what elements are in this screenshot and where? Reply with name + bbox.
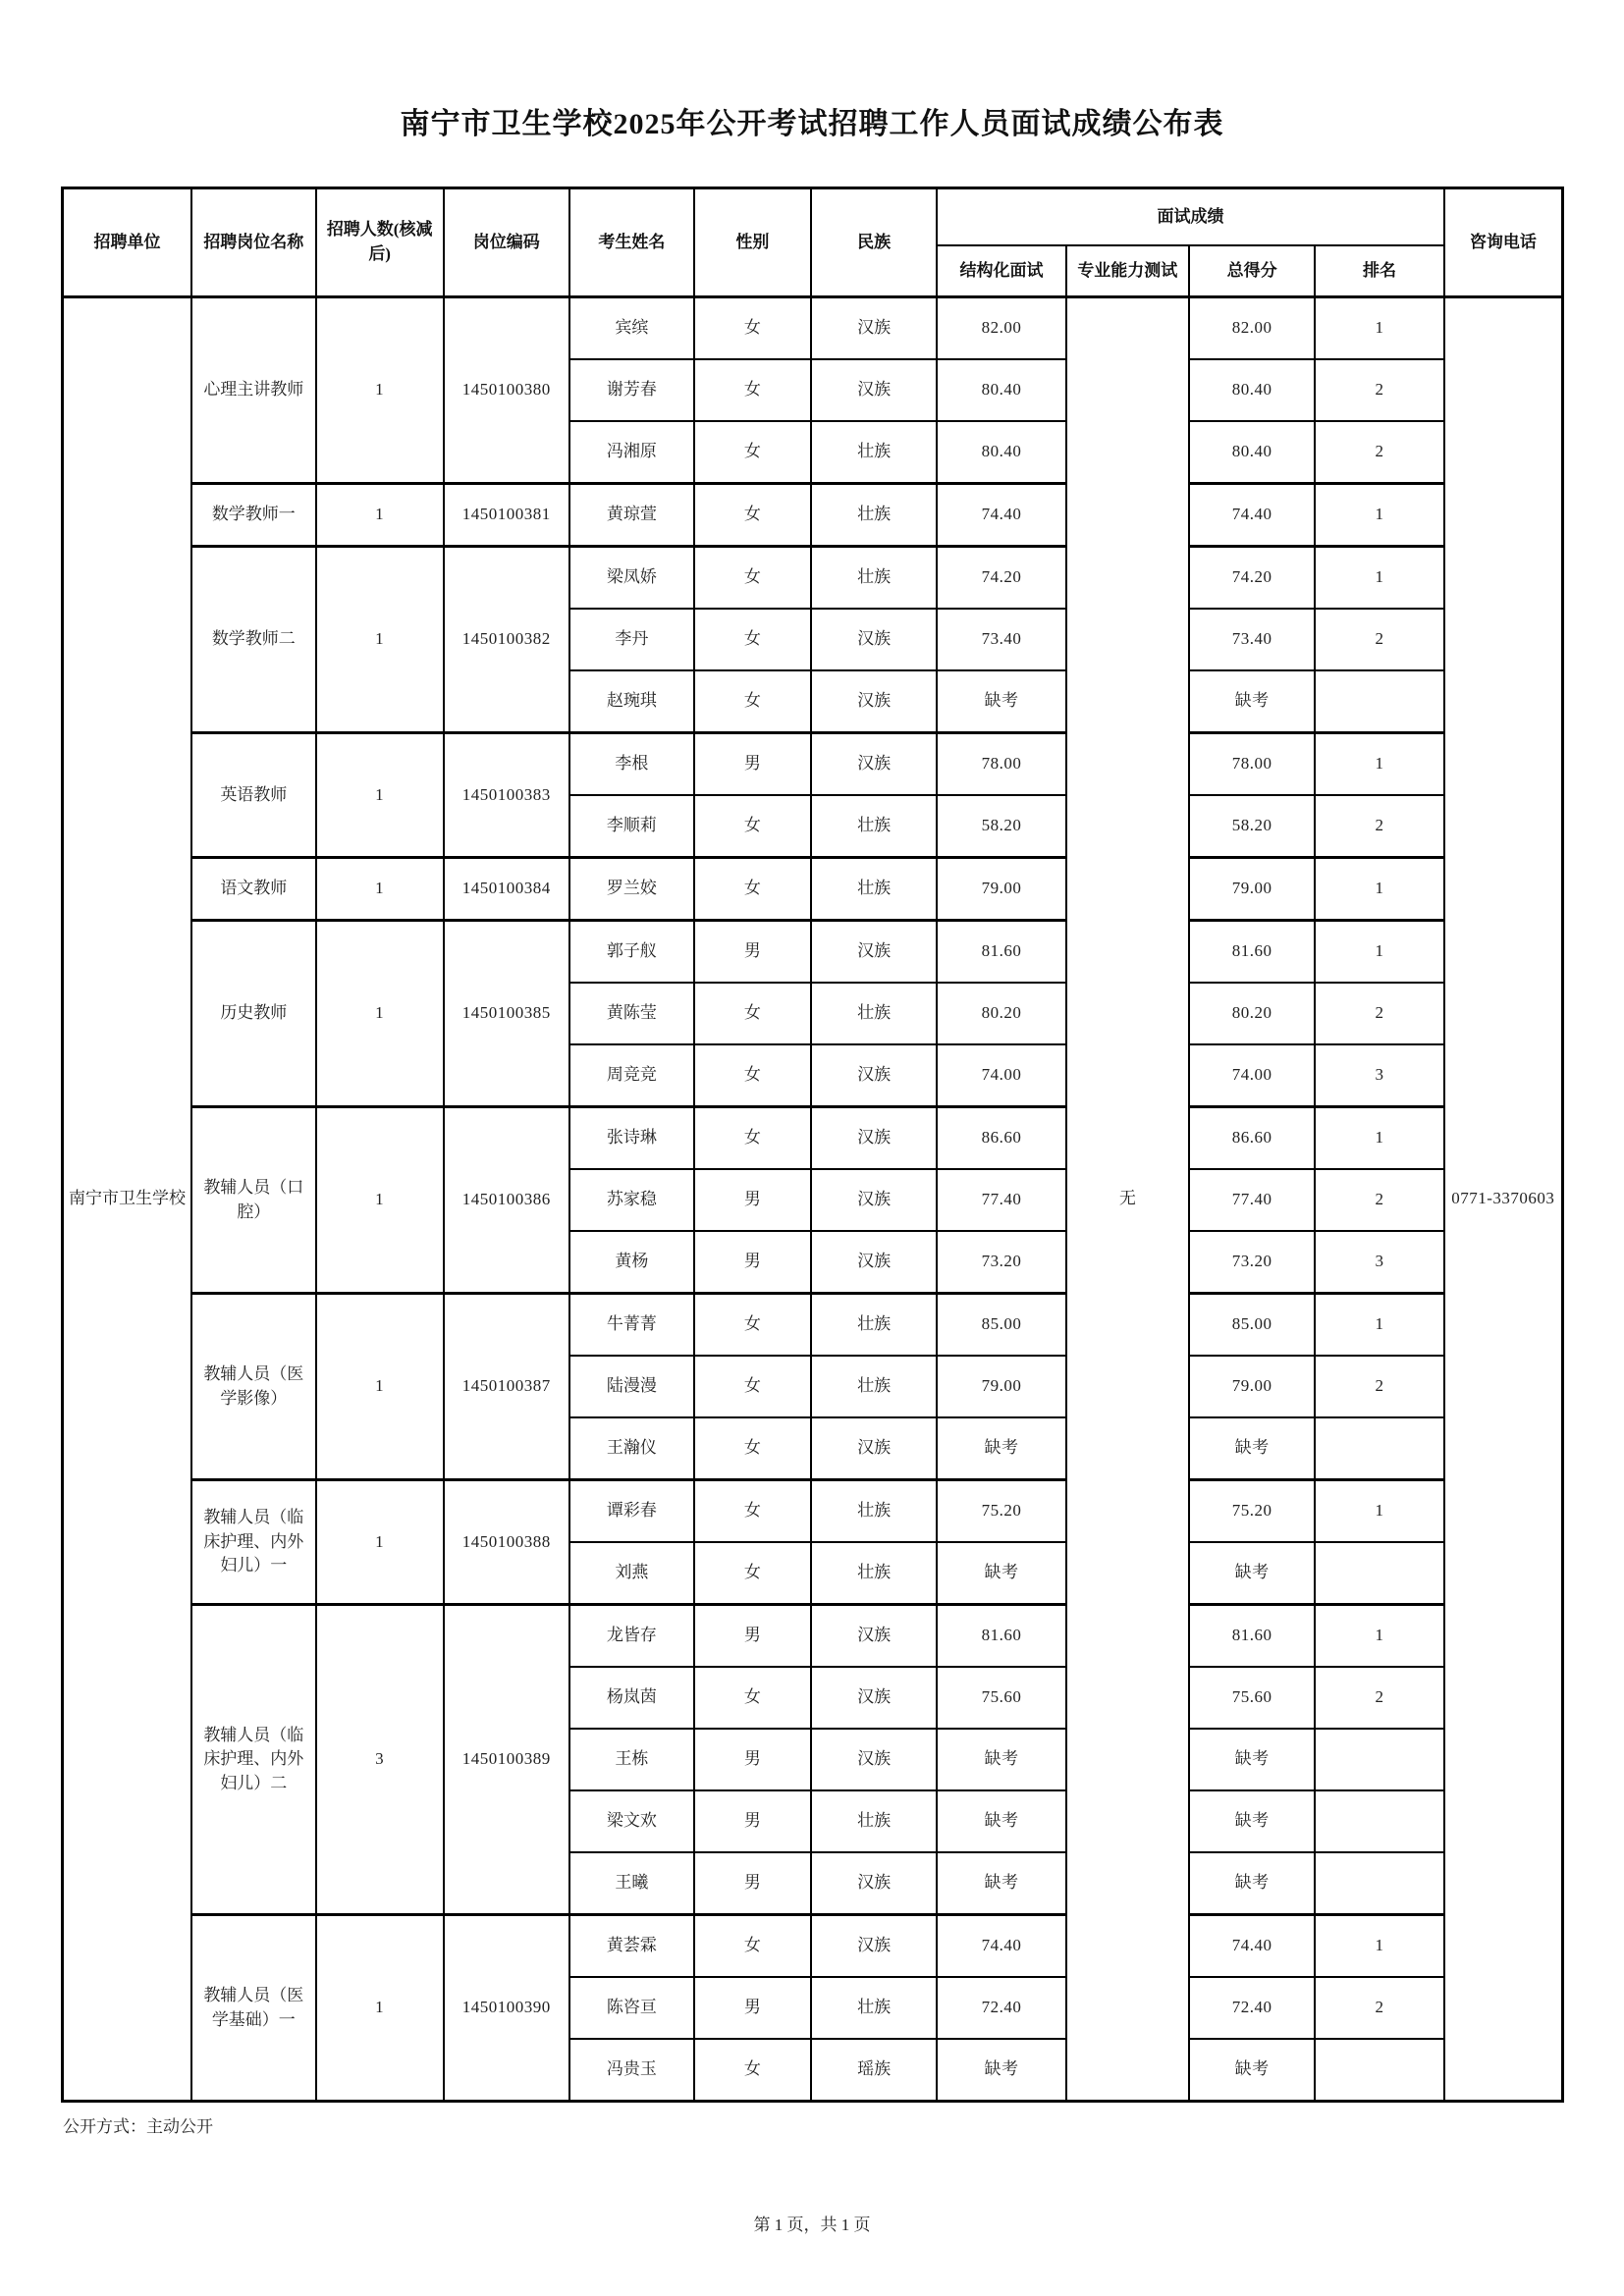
cell-position-code: 1450100383 — [444, 733, 569, 858]
cell-ethnicity: 汉族 — [811, 733, 937, 796]
cell-candidate-name: 冯湘原 — [569, 421, 694, 484]
cell-ethnicity: 汉族 — [811, 1169, 937, 1231]
cell-total-score: 缺考 — [1189, 670, 1315, 733]
cell-ethnicity: 壮族 — [811, 795, 937, 858]
cell-position-code: 1450100390 — [444, 1915, 569, 2102]
cell-total-score: 75.20 — [1189, 1480, 1315, 1543]
cell-gender: 女 — [694, 1044, 811, 1107]
cell-candidate-name: 黄杨 — [569, 1231, 694, 1294]
cell-total-score: 74.20 — [1189, 547, 1315, 610]
cell-rank: 2 — [1315, 795, 1443, 858]
cell-headcount: 1 — [316, 1915, 444, 2102]
header-ethnicity: 民族 — [811, 188, 937, 297]
cell-gender: 男 — [694, 921, 811, 984]
cell-position-name: 教辅人员（医学影像） — [191, 1294, 316, 1480]
cell-structured-score: 81.60 — [937, 921, 1065, 984]
table-row — [63, 1605, 1563, 1668]
cell-gender: 女 — [694, 1417, 811, 1480]
cell-position-name: 教辅人员（口腔） — [191, 1107, 316, 1294]
cell-candidate-name: 牛菁菁 — [569, 1294, 694, 1357]
cell-gender: 女 — [694, 359, 811, 421]
table-row — [63, 297, 1563, 360]
cell-position-name: 历史教师 — [191, 921, 316, 1107]
cell-ethnicity: 汉族 — [811, 670, 937, 733]
cell-candidate-name: 李根 — [569, 733, 694, 796]
cell-position-name: 心理主讲教师 — [191, 297, 316, 484]
cell-headcount: 1 — [316, 484, 444, 547]
cell-structured-score: 80.20 — [937, 983, 1065, 1044]
cell-structured-score: 80.40 — [937, 359, 1065, 421]
cell-headcount: 1 — [316, 1294, 444, 1480]
table-row — [63, 547, 1563, 610]
cell-ethnicity: 壮族 — [811, 1790, 937, 1852]
results-table-body — [63, 297, 1563, 2102]
cell-structured-score: 78.00 — [937, 733, 1065, 796]
cell-structured-score: 73.20 — [937, 1231, 1065, 1294]
cell-structured-score: 缺考 — [937, 1542, 1065, 1605]
table-row — [63, 1915, 1563, 1978]
header-rank: 排名 — [1315, 245, 1443, 297]
table-row — [63, 858, 1563, 921]
cell-position-code: 1450100386 — [444, 1107, 569, 1294]
cell-position-name: 英语教师 — [191, 733, 316, 858]
cell-structured-score: 79.00 — [937, 858, 1065, 921]
cell-total-score: 79.00 — [1189, 1356, 1315, 1417]
cell-gender: 女 — [694, 297, 811, 360]
cell-candidate-name: 李丹 — [569, 609, 694, 670]
cell-rank: 1 — [1315, 1480, 1443, 1543]
cell-structured-score: 74.20 — [937, 547, 1065, 610]
cell-headcount: 1 — [316, 1107, 444, 1294]
cell-ethnicity: 汉族 — [811, 1852, 937, 1915]
cell-position-name: 数学教师二 — [191, 547, 316, 733]
header-professional: 专业能力测试 — [1066, 245, 1189, 297]
cell-ethnicity: 汉族 — [811, 297, 937, 360]
cell-ethnicity: 汉族 — [811, 1044, 937, 1107]
cell-position-name: 数学教师一 — [191, 484, 316, 547]
cell-rank — [1315, 1417, 1443, 1480]
cell-total-score: 80.20 — [1189, 983, 1315, 1044]
header-position: 招聘岗位名称 — [191, 188, 316, 297]
cell-ethnicity: 壮族 — [811, 858, 937, 921]
table-row — [63, 733, 1563, 796]
cell-candidate-name: 宾缤 — [569, 297, 694, 360]
cell-total-score: 缺考 — [1189, 1729, 1315, 1790]
cell-rank: 1 — [1315, 921, 1443, 984]
cell-total-score: 80.40 — [1189, 421, 1315, 484]
cell-rank — [1315, 1729, 1443, 1790]
cell-total-score: 75.60 — [1189, 1667, 1315, 1729]
cell-phone: 0771-3370603 — [1444, 297, 1563, 2102]
cell-structured-score: 74.00 — [937, 1044, 1065, 1107]
header-name: 考生姓名 — [569, 188, 694, 297]
cell-total-score: 74.40 — [1189, 484, 1315, 547]
cell-position-name: 语文教师 — [191, 858, 316, 921]
cell-rank — [1315, 2039, 1443, 2102]
cell-rank: 1 — [1315, 1107, 1443, 1170]
cell-candidate-name: 赵琬琪 — [569, 670, 694, 733]
cell-gender: 男 — [694, 1729, 811, 1790]
cell-ethnicity: 壮族 — [811, 421, 937, 484]
cell-total-score: 73.20 — [1189, 1231, 1315, 1294]
cell-candidate-name: 王瀚仪 — [569, 1417, 694, 1480]
cell-ethnicity: 汉族 — [811, 1417, 937, 1480]
cell-rank: 1 — [1315, 733, 1443, 796]
header-total: 总得分 — [1189, 245, 1315, 297]
header-code: 岗位编码 — [444, 188, 569, 297]
table-row — [63, 921, 1563, 984]
cell-gender: 女 — [694, 858, 811, 921]
cell-candidate-name: 龙皆存 — [569, 1605, 694, 1668]
cell-candidate-name: 梁文欢 — [569, 1790, 694, 1852]
cell-rank: 1 — [1315, 547, 1443, 610]
cell-gender: 女 — [694, 1667, 811, 1729]
cell-structured-score: 74.40 — [937, 1915, 1065, 1978]
cell-candidate-name: 周竞竞 — [569, 1044, 694, 1107]
cell-structured-score: 75.60 — [937, 1667, 1065, 1729]
cell-gender: 男 — [694, 1169, 811, 1231]
cell-position-code: 1450100387 — [444, 1294, 569, 1480]
cell-total-score: 82.00 — [1189, 297, 1315, 360]
cell-candidate-name: 张诗琳 — [569, 1107, 694, 1170]
cell-total-score: 77.40 — [1189, 1169, 1315, 1231]
cell-structured-score: 73.40 — [937, 609, 1065, 670]
cell-gender: 女 — [694, 795, 811, 858]
cell-total-score: 81.60 — [1189, 921, 1315, 984]
cell-candidate-name: 刘燕 — [569, 1542, 694, 1605]
cell-structured-score: 58.20 — [937, 795, 1065, 858]
cell-structured-score: 缺考 — [937, 2039, 1065, 2102]
cell-gender: 女 — [694, 670, 811, 733]
cell-ethnicity: 汉族 — [811, 921, 937, 984]
cell-headcount: 1 — [316, 921, 444, 1107]
cell-gender: 女 — [694, 609, 811, 670]
header-phone: 咨询电话 — [1444, 188, 1563, 297]
cell-rank — [1315, 1542, 1443, 1605]
cell-rank: 1 — [1315, 1915, 1443, 1978]
cell-structured-score: 缺考 — [937, 670, 1065, 733]
cell-ethnicity: 壮族 — [811, 1356, 937, 1417]
cell-total-score: 缺考 — [1189, 1542, 1315, 1605]
cell-structured-score: 80.40 — [937, 421, 1065, 484]
cell-total-score: 缺考 — [1189, 2039, 1315, 2102]
cell-rank — [1315, 1852, 1443, 1915]
cell-ethnicity: 壮族 — [811, 1480, 937, 1543]
cell-headcount: 1 — [316, 547, 444, 733]
cell-total-score: 缺考 — [1189, 1852, 1315, 1915]
cell-position-name: 教辅人员（临床护理、内外妇儿）一 — [191, 1480, 316, 1605]
cell-ethnicity: 壮族 — [811, 983, 937, 1044]
cell-position-code: 1450100380 — [444, 297, 569, 484]
cell-total-score: 72.40 — [1189, 1977, 1315, 2039]
cell-headcount: 3 — [316, 1605, 444, 1915]
cell-gender: 女 — [694, 1107, 811, 1170]
cell-rank: 3 — [1315, 1231, 1443, 1294]
cell-candidate-name: 陆漫漫 — [569, 1356, 694, 1417]
cell-structured-score: 77.40 — [937, 1169, 1065, 1231]
cell-rank: 3 — [1315, 1044, 1443, 1107]
cell-rank: 1 — [1315, 484, 1443, 547]
header-interview-group: 面试成绩 — [937, 188, 1443, 246]
cell-rank: 1 — [1315, 858, 1443, 921]
cell-candidate-name: 王栋 — [569, 1729, 694, 1790]
cell-recruiting-unit: 南宁市卫生学校 — [63, 297, 191, 2102]
results-table — [61, 187, 1564, 2103]
cell-structured-score: 72.40 — [937, 1977, 1065, 2039]
cell-ethnicity: 壮族 — [811, 1542, 937, 1605]
header-gender: 性别 — [694, 188, 811, 297]
cell-ethnicity: 汉族 — [811, 1915, 937, 1978]
cell-ethnicity: 汉族 — [811, 1231, 937, 1294]
header-row-1 — [63, 188, 1563, 246]
cell-rank: 2 — [1315, 1356, 1443, 1417]
cell-position-code: 1450100382 — [444, 547, 569, 733]
cell-candidate-name: 李顺莉 — [569, 795, 694, 858]
cell-ethnicity: 瑶族 — [811, 2039, 937, 2102]
cell-ethnicity: 汉族 — [811, 1667, 937, 1729]
cell-rank — [1315, 670, 1443, 733]
cell-ethnicity: 壮族 — [811, 1977, 937, 2039]
table-row — [63, 1294, 1563, 1357]
cell-total-score: 79.00 — [1189, 858, 1315, 921]
cell-candidate-name: 梁凤娇 — [569, 547, 694, 610]
cell-gender: 女 — [694, 1356, 811, 1417]
results-table-header — [63, 188, 1563, 297]
cell-total-score: 78.00 — [1189, 733, 1315, 796]
cell-gender: 女 — [694, 421, 811, 484]
cell-structured-score: 79.00 — [937, 1356, 1065, 1417]
cell-candidate-name: 黄陈莹 — [569, 983, 694, 1044]
cell-candidate-name: 黄琼萱 — [569, 484, 694, 547]
cell-total-score: 58.20 — [1189, 795, 1315, 858]
cell-gender: 男 — [694, 1605, 811, 1668]
cell-gender: 女 — [694, 1480, 811, 1543]
cell-rank: 2 — [1315, 359, 1443, 421]
cell-total-score: 74.00 — [1189, 1044, 1315, 1107]
cell-rank — [1315, 1790, 1443, 1852]
cell-ethnicity: 壮族 — [811, 484, 937, 547]
cell-headcount: 1 — [316, 858, 444, 921]
cell-structured-score: 86.60 — [937, 1107, 1065, 1170]
header-unit: 招聘单位 — [63, 188, 191, 297]
page-number: 第 1 页，共 1 页 — [753, 2216, 871, 2234]
cell-total-score: 86.60 — [1189, 1107, 1315, 1170]
cell-position-name: 教辅人员（临床护理、内外妇儿）二 — [191, 1605, 316, 1915]
page-title: 南宁市卫生学校2025年公开考试招聘工作人员面试成绩公布表 — [400, 108, 1224, 140]
cell-ethnicity: 汉族 — [811, 359, 937, 421]
cell-candidate-name: 杨岚茵 — [569, 1667, 694, 1729]
cell-candidate-name: 谭彩春 — [569, 1480, 694, 1543]
cell-total-score: 81.60 — [1189, 1605, 1315, 1668]
cell-rank: 1 — [1315, 1605, 1443, 1668]
cell-gender: 男 — [694, 1790, 811, 1852]
cell-candidate-name: 谢芳春 — [569, 359, 694, 421]
cell-position-code: 1450100384 — [444, 858, 569, 921]
cell-candidate-name: 王曦 — [569, 1852, 694, 1915]
cell-total-score: 85.00 — [1189, 1294, 1315, 1357]
cell-rank: 2 — [1315, 421, 1443, 484]
table-row — [63, 484, 1563, 547]
cell-position-code: 1450100388 — [444, 1480, 569, 1605]
cell-gender: 男 — [694, 1977, 811, 2039]
cell-gender: 女 — [694, 983, 811, 1044]
cell-gender: 女 — [694, 547, 811, 610]
cell-rank: 2 — [1315, 1977, 1443, 2039]
cell-professional-test: 无 — [1066, 297, 1189, 2102]
cell-ethnicity: 汉族 — [811, 1605, 937, 1668]
cell-total-score: 缺考 — [1189, 1417, 1315, 1480]
cell-gender: 女 — [694, 1915, 811, 1978]
cell-position-code: 1450100385 — [444, 921, 569, 1107]
cell-candidate-name: 冯贵玉 — [569, 2039, 694, 2102]
cell-ethnicity: 壮族 — [811, 547, 937, 610]
cell-gender: 男 — [694, 1852, 811, 1915]
cell-candidate-name: 罗兰姣 — [569, 858, 694, 921]
cell-position-name: 教辅人员（医学基础）一 — [191, 1915, 316, 2102]
cell-position-code: 1450100381 — [444, 484, 569, 547]
cell-rank: 1 — [1315, 1294, 1443, 1357]
cell-total-score: 73.40 — [1189, 609, 1315, 670]
cell-rank: 1 — [1315, 297, 1443, 360]
cell-gender: 男 — [694, 1231, 811, 1294]
cell-structured-score: 74.40 — [937, 484, 1065, 547]
cell-gender: 女 — [694, 484, 811, 547]
cell-rank: 2 — [1315, 1667, 1443, 1729]
cell-rank: 2 — [1315, 983, 1443, 1044]
table-row — [63, 1107, 1563, 1170]
cell-total-score: 80.40 — [1189, 359, 1315, 421]
cell-gender: 女 — [694, 1542, 811, 1605]
cell-candidate-name: 黄荟霖 — [569, 1915, 694, 1978]
cell-headcount: 1 — [316, 297, 444, 484]
cell-structured-score: 85.00 — [937, 1294, 1065, 1357]
table-row — [63, 1480, 1563, 1543]
cell-ethnicity: 汉族 — [811, 609, 937, 670]
cell-structured-score: 82.00 — [937, 297, 1065, 360]
cell-candidate-name: 郭子舣 — [569, 921, 694, 984]
disclosure-note: 公开方式：主动公开 — [63, 2117, 213, 2136]
cell-total-score: 74.40 — [1189, 1915, 1315, 1978]
cell-ethnicity: 汉族 — [811, 1107, 937, 1170]
cell-gender: 男 — [694, 733, 811, 796]
cell-headcount: 1 — [316, 1480, 444, 1605]
cell-position-code: 1450100389 — [444, 1605, 569, 1915]
cell-structured-score: 缺考 — [937, 1417, 1065, 1480]
cell-gender: 女 — [694, 2039, 811, 2102]
header-structured: 结构化面试 — [937, 245, 1065, 297]
cell-candidate-name: 陈咨亘 — [569, 1977, 694, 2039]
cell-ethnicity: 汉族 — [811, 1729, 937, 1790]
cell-structured-score: 缺考 — [937, 1852, 1065, 1915]
cell-candidate-name: 苏家稳 — [569, 1169, 694, 1231]
cell-ethnicity: 壮族 — [811, 1294, 937, 1357]
cell-structured-score: 75.20 — [937, 1480, 1065, 1543]
cell-rank: 2 — [1315, 1169, 1443, 1231]
cell-total-score: 缺考 — [1189, 1790, 1315, 1852]
cell-structured-score: 81.60 — [937, 1605, 1065, 1668]
cell-rank: 2 — [1315, 609, 1443, 670]
cell-gender: 女 — [694, 1294, 811, 1357]
cell-structured-score: 缺考 — [937, 1729, 1065, 1790]
cell-structured-score: 缺考 — [937, 1790, 1065, 1852]
cell-headcount: 1 — [316, 733, 444, 858]
header-headcount: 招聘人数(核减后) — [316, 188, 444, 297]
